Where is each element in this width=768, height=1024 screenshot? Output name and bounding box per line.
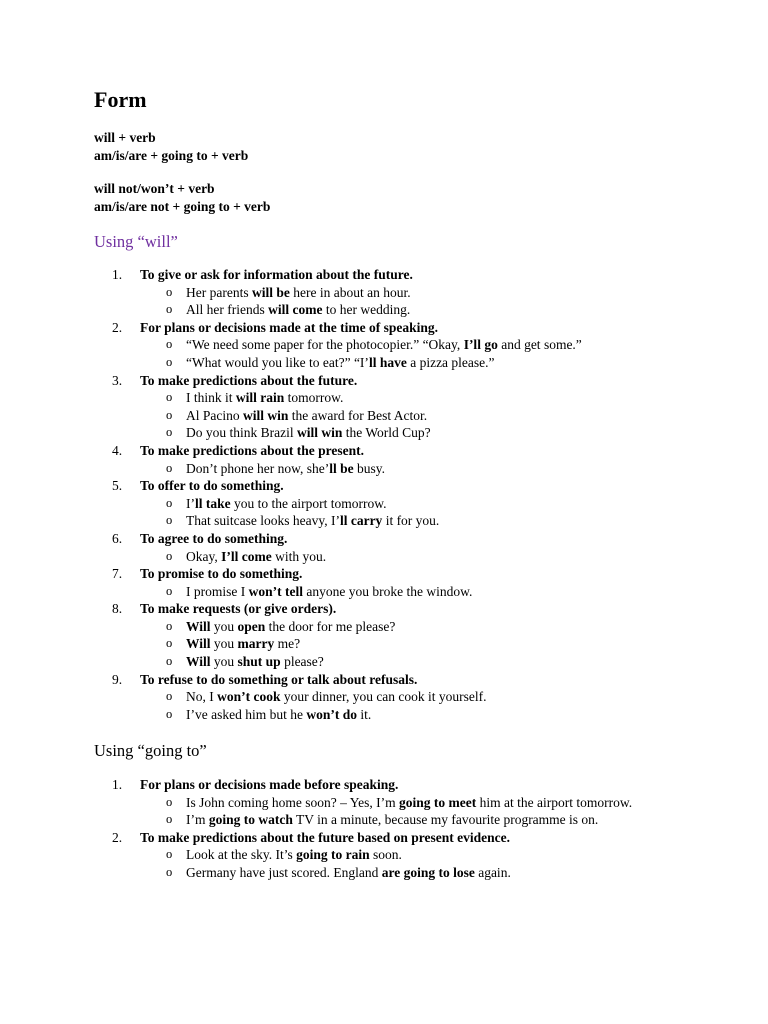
list-item xyxy=(0,829,768,882)
bullet-icon: o xyxy=(166,548,173,563)
bullet-icon: o xyxy=(166,302,173,317)
list-item xyxy=(0,671,768,724)
example-sentence xyxy=(0,495,768,513)
highlighted-verb-phrase: going to watch xyxy=(208,812,293,828)
bullet-icon: o xyxy=(166,513,173,528)
example-sentence xyxy=(0,460,768,478)
list-item-header xyxy=(0,477,768,495)
example-text-segment: Is John coming home soon? – Yes, I’m xyxy=(186,794,399,810)
usage-rule: For plans or decisions made before speaking. xyxy=(140,777,399,792)
list-item-header xyxy=(0,319,768,337)
example-text-segment: here in about an hour. xyxy=(289,284,411,300)
example-text-segment: to her wedding. xyxy=(322,302,411,318)
section-heading-going-to: Using “going to” xyxy=(94,741,207,760)
example-sentence xyxy=(0,618,768,636)
highlighted-verb-phrase: ll have xyxy=(368,354,407,370)
bullet-icon: o xyxy=(166,618,173,633)
example-sentence xyxy=(0,706,768,724)
example-text xyxy=(186,811,666,829)
list-item-number: 6. xyxy=(112,530,123,546)
list-item-header xyxy=(0,442,768,460)
list-item xyxy=(0,477,768,530)
list-item xyxy=(0,442,768,477)
list-item-number: 2. xyxy=(112,319,123,335)
example-text-segment: Don’t phone her now, she’ xyxy=(186,460,330,476)
list-item xyxy=(0,600,768,670)
example-text-segment: and get some.” xyxy=(497,337,582,353)
list-item-number: 2. xyxy=(112,829,123,845)
example-sentence xyxy=(0,336,768,354)
example-text-segment: anyone you broke the window. xyxy=(302,583,473,599)
bullet-icon: o xyxy=(166,706,173,721)
example-text-segment: you xyxy=(210,618,238,634)
example-sentence xyxy=(0,354,768,372)
form-line: will + verb xyxy=(94,130,156,145)
list-item-number: 1. xyxy=(112,267,123,282)
list-item-header xyxy=(0,266,768,284)
list-item-header xyxy=(0,372,768,390)
list-item-header xyxy=(0,829,768,847)
bullet-icon: o xyxy=(166,654,173,669)
list-item-number: 3. xyxy=(112,372,123,388)
highlighted-verb-phrase: Will xyxy=(186,654,211,670)
bullet-icon: o xyxy=(166,864,173,879)
bullet-icon: o xyxy=(166,812,173,827)
highlighted-verb-phrase: ll be xyxy=(329,460,354,476)
bullet-icon: o xyxy=(166,407,173,422)
example-sentence xyxy=(0,635,768,653)
example-text-segment: Al Pacino xyxy=(186,407,243,423)
example-text xyxy=(186,495,666,513)
usage-rule: To offer to do something. xyxy=(140,478,284,494)
bullet-icon: o xyxy=(166,794,173,809)
example-text-segment: the award for Best Actor. xyxy=(288,407,428,423)
list-item xyxy=(0,565,768,600)
example-sentence xyxy=(0,583,768,601)
example-text-segment: the World Cup? xyxy=(342,425,431,441)
example-text xyxy=(186,407,666,425)
example-sentence xyxy=(0,548,768,566)
highlighted-verb-phrase: won’t tell xyxy=(248,583,303,599)
usage-rule: To agree to do something. xyxy=(140,530,288,546)
example-sentence xyxy=(0,688,768,706)
example-text-segment: me? xyxy=(274,636,301,652)
example-sentence xyxy=(0,512,768,530)
example-text xyxy=(186,583,666,601)
example-text xyxy=(186,284,666,302)
highlighted-verb-phrase: I’ll come xyxy=(221,548,272,564)
highlighted-verb-phrase: will be xyxy=(251,284,290,300)
form-block-affirmative xyxy=(94,129,248,164)
example-text-segment: please? xyxy=(280,654,324,670)
list-item-number: 7. xyxy=(112,566,123,582)
example-text-segment: you xyxy=(210,654,238,670)
bullet-icon: o xyxy=(166,390,173,405)
example-text-segment: you xyxy=(210,636,238,652)
list-item xyxy=(0,530,768,565)
highlighted-verb-phrase: ll take xyxy=(195,495,231,511)
usage-rule: To make requests (or give orders). xyxy=(140,601,337,617)
usage-rule: To give or ask for information about the future. xyxy=(140,267,413,282)
example-text-segment: I promise I xyxy=(186,583,249,599)
example-text-segment: “What would you like to eat?” “I’ xyxy=(186,354,369,370)
example-text-segment: your dinner, you can cook it yourself. xyxy=(280,689,487,705)
example-sentence xyxy=(0,846,768,864)
usage-rule: To promise to do something. xyxy=(140,566,303,582)
form-line: will not/won’t + verb xyxy=(94,181,215,196)
highlighted-verb-phrase: will rain xyxy=(235,390,285,406)
highlighted-verb-phrase: ll carry xyxy=(339,513,383,529)
list-item xyxy=(0,266,768,319)
usage-rule: To make predictions about the future. xyxy=(140,372,358,388)
example-text-segment: “We need some paper for the photocopier.” “Okay, xyxy=(186,337,464,353)
example-text-segment: I’ xyxy=(186,495,195,511)
example-text-segment: again. xyxy=(474,864,511,880)
example-text xyxy=(186,635,666,653)
example-text-segment: Do you think Brazil xyxy=(186,425,297,441)
highlighted-verb-phrase: going to meet xyxy=(399,794,477,810)
usage-rule: To refuse to do something or talk about refusals. xyxy=(140,671,418,687)
bullet-icon: o xyxy=(166,689,173,704)
example-text-segment: I’ve asked him but he xyxy=(186,706,307,722)
example-text xyxy=(186,336,666,354)
example-text-segment: tomorrow. xyxy=(284,390,344,406)
bullet-icon: o xyxy=(166,425,173,440)
form-block-negative xyxy=(94,180,270,215)
list-item-header xyxy=(0,600,768,618)
highlighted-verb-phrase: marry xyxy=(237,636,275,652)
list-item-header xyxy=(0,530,768,548)
example-sentence xyxy=(0,424,768,442)
example-sentence xyxy=(0,389,768,407)
example-text-segment: All her friends xyxy=(186,302,269,318)
example-text xyxy=(186,389,666,407)
list-item xyxy=(0,776,768,829)
example-text-segment: That suitcase looks heavy, I’ xyxy=(186,513,340,529)
highlighted-verb-phrase: are going to lose xyxy=(381,864,475,880)
list-item-number: 1. xyxy=(112,777,123,792)
highlighted-verb-phrase: won’t do xyxy=(306,706,357,722)
example-text xyxy=(186,618,666,636)
example-sentence xyxy=(0,811,768,829)
example-text xyxy=(186,688,666,706)
example-sentence xyxy=(0,794,768,812)
list-item-header xyxy=(0,776,768,794)
example-text-segment: Germany have just scored. England xyxy=(186,864,382,880)
list-item-header xyxy=(0,565,768,583)
example-text-segment: soon. xyxy=(369,847,402,863)
highlighted-verb-phrase: I’ll go xyxy=(463,337,498,353)
highlighted-verb-phrase: going to rain xyxy=(296,847,370,863)
going-to-usage-list xyxy=(0,776,768,882)
list-item-number: 4. xyxy=(112,442,123,458)
example-sentence xyxy=(0,284,768,302)
list-item xyxy=(0,372,768,442)
example-text xyxy=(186,548,666,566)
example-text-segment: with you. xyxy=(271,548,327,564)
example-text-segment: TV in a minute, because my favourite programme is on. xyxy=(292,812,599,828)
example-sentence xyxy=(0,301,768,319)
section-heading-will: Using “will” xyxy=(94,232,178,251)
highlighted-verb-phrase: open xyxy=(237,618,266,634)
highlighted-verb-phrase: will win xyxy=(243,407,289,423)
example-sentence xyxy=(0,653,768,671)
example-sentence xyxy=(0,864,768,882)
example-text xyxy=(186,864,666,882)
example-text-segment: the door for me please? xyxy=(265,618,396,634)
bullet-icon: o xyxy=(166,337,173,352)
form-line: am/is/are + going to + verb xyxy=(94,147,249,163)
example-text-segment: you to the airport tomorrow. xyxy=(230,495,387,511)
bullet-icon: o xyxy=(166,354,173,369)
list-item xyxy=(0,319,768,372)
will-usage-list xyxy=(0,266,768,723)
example-text xyxy=(186,706,666,724)
example-text xyxy=(186,794,666,812)
form-line: am/is/are not + going to + verb xyxy=(94,198,271,214)
highlighted-verb-phrase: Will xyxy=(186,636,211,652)
example-text xyxy=(186,460,666,478)
highlighted-verb-phrase: will come xyxy=(268,302,323,318)
list-item-number: 5. xyxy=(112,478,123,494)
highlighted-verb-phrase: will win xyxy=(297,425,343,441)
list-item-number: 8. xyxy=(112,601,123,617)
example-text-segment: Look at the sky. It’s xyxy=(186,847,297,863)
page-title: Form xyxy=(94,87,147,112)
example-text-segment: I’m xyxy=(186,812,209,828)
list-item-number: 9. xyxy=(112,671,123,687)
bullet-icon: o xyxy=(166,583,173,598)
example-text-segment: Her parents xyxy=(186,284,252,300)
bullet-icon: o xyxy=(166,460,173,475)
highlighted-verb-phrase: shut up xyxy=(237,654,281,670)
example-text-segment: I think it xyxy=(186,390,236,406)
list-item-header xyxy=(0,671,768,689)
example-text-segment: Okay, xyxy=(186,548,222,564)
example-text xyxy=(186,653,666,671)
example-text xyxy=(186,301,666,319)
bullet-icon: o xyxy=(166,636,173,651)
bullet-icon: o xyxy=(166,847,173,862)
example-text xyxy=(186,354,666,372)
bullet-icon: o xyxy=(166,495,173,510)
example-text-segment: busy. xyxy=(353,460,386,476)
example-text xyxy=(186,512,666,530)
example-text xyxy=(186,424,666,442)
usage-rule: To make predictions about the present. xyxy=(140,442,365,458)
example-sentence xyxy=(0,407,768,425)
example-text-segment: No, I xyxy=(186,689,218,705)
usage-rule: To make predictions about the future based on present evidence. xyxy=(140,829,511,845)
example-text xyxy=(186,846,666,864)
example-text-segment: a pizza please.” xyxy=(406,354,495,370)
example-text-segment: it. xyxy=(356,706,372,722)
example-text-segment: it for you. xyxy=(382,513,440,529)
bullet-icon: o xyxy=(166,284,173,299)
usage-rule: For plans or decisions made at the time of speaking. xyxy=(140,319,439,335)
example-text-segment: him at the airport tomorrow. xyxy=(476,794,633,810)
highlighted-verb-phrase: Will xyxy=(186,618,211,634)
highlighted-verb-phrase: won’t cook xyxy=(217,689,281,705)
